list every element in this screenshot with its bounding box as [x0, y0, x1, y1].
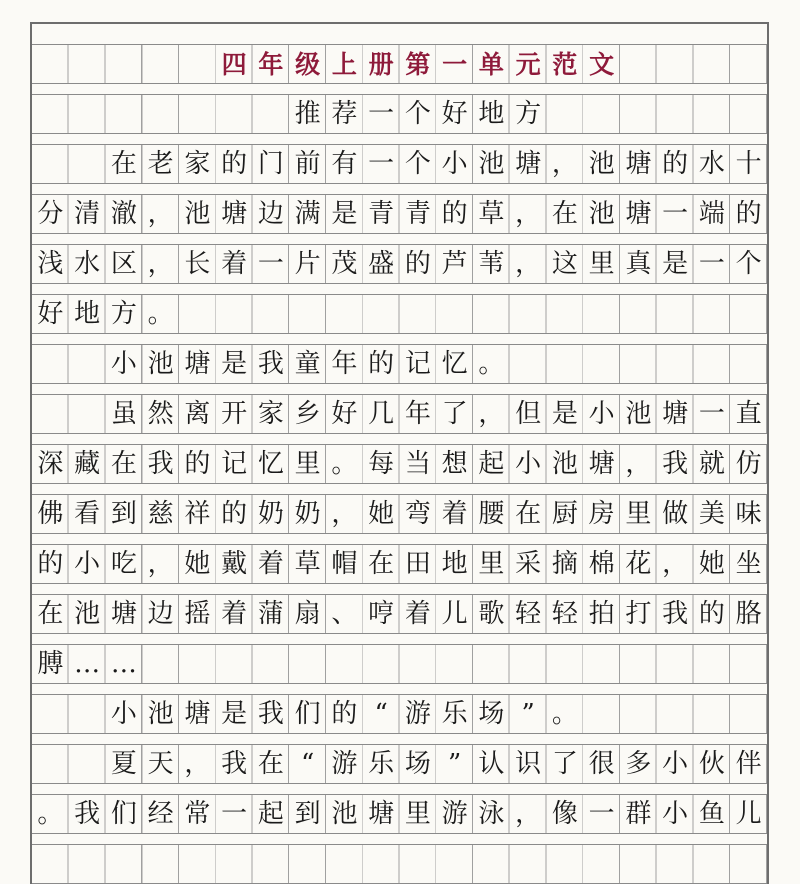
grid-char: 小 — [110, 699, 137, 729]
grid-char: ， — [147, 549, 174, 579]
grid-char: 塘 — [515, 149, 542, 179]
grid-char: 起 — [478, 449, 505, 479]
grid-char: ， — [515, 249, 542, 279]
grid-char: ， — [147, 199, 174, 229]
grid-char: 。 — [551, 699, 578, 729]
grid-char: 奶 — [294, 499, 321, 529]
grid-char: 小 — [441, 149, 468, 179]
grid-char: 仿 — [735, 449, 762, 479]
grid-char: 采 — [515, 549, 542, 579]
grid-char: 元 — [515, 49, 541, 79]
grid-char: 着 — [221, 249, 248, 279]
grid-char: 花 — [625, 549, 652, 579]
grid-char: 在 — [257, 749, 284, 779]
grid-char: 童 — [294, 349, 321, 379]
grid-char: 里 — [588, 249, 615, 279]
essay-line — [32, 444, 767, 484]
grid-char: 做 — [662, 499, 689, 529]
grid-char: 常 — [184, 799, 211, 829]
grid-char: 塘 — [184, 349, 211, 379]
grid-char: 一 — [221, 799, 248, 829]
grid-char: 一 — [588, 799, 615, 829]
grid-char: 家 — [257, 399, 284, 429]
grid-char: 一 — [442, 49, 468, 79]
grid-char: 池 — [588, 149, 615, 179]
grid-char: 棉 — [588, 549, 615, 579]
grid-char: ， — [331, 499, 358, 529]
grid-char: 塘 — [368, 799, 395, 829]
grid-char: 在 — [110, 149, 137, 179]
grid-char: 每 — [368, 449, 395, 479]
grid-char: 长 — [184, 249, 211, 279]
empty-grid-row — [32, 844, 767, 884]
grid-char: 荐 — [331, 99, 358, 129]
grid-char: 哼 — [368, 599, 395, 629]
heading-row — [32, 44, 767, 84]
grid-char: 乐 — [441, 699, 468, 729]
grid-char: 池 — [147, 349, 174, 379]
grid-char: 门 — [257, 149, 284, 179]
grid-char: 的 — [735, 199, 762, 229]
grid-char: 端 — [698, 199, 725, 229]
grid-char: 四 — [221, 49, 247, 79]
grid-char: 腰 — [478, 499, 505, 529]
grid-char: 深 — [37, 449, 64, 479]
grid-char: 。 — [478, 349, 505, 379]
grid-char: ， — [478, 399, 505, 429]
grid-char: 、 — [331, 599, 358, 629]
grid-char: ， — [515, 799, 542, 829]
grid-char: 一 — [662, 199, 689, 229]
grid-char: 我 — [74, 799, 101, 829]
grid-char: 天 — [147, 749, 174, 779]
grid-char: 她 — [368, 499, 395, 529]
grid-char: 塘 — [625, 199, 652, 229]
essay-line — [32, 144, 767, 184]
grid-char: 场 — [404, 749, 431, 779]
grid-char: 在 — [37, 599, 64, 629]
essay-line — [32, 794, 767, 834]
grid-char: 我 — [257, 349, 284, 379]
essay-line — [32, 644, 767, 684]
essay-line — [32, 194, 767, 234]
grid-char: 里 — [478, 549, 505, 579]
grid-char: ， — [551, 149, 578, 179]
grid-char: 乐 — [368, 749, 395, 779]
grid-char: 我 — [257, 699, 284, 729]
grid-char: 澈 — [110, 199, 137, 229]
grid-char: 的 — [37, 549, 64, 579]
grid-char: 上 — [331, 49, 357, 79]
grid-char: ， — [515, 199, 542, 229]
composition-grid-sheet — [30, 22, 769, 884]
grid-char: 册 — [368, 49, 394, 79]
grid-char: 里 — [294, 449, 321, 479]
grid-char: 在 — [515, 499, 542, 529]
grid-char: 蒲 — [257, 599, 284, 629]
grid-char: 坐 — [735, 549, 762, 579]
grid-char: 想 — [441, 449, 468, 479]
grid-char: 开 — [221, 399, 248, 429]
grid-char: 多 — [625, 749, 652, 779]
grid-char: 膊 — [37, 649, 64, 679]
grid-char: 十 — [735, 149, 762, 179]
grid-char: 个 — [404, 99, 431, 129]
grid-char: 了 — [551, 749, 578, 779]
grid-char: 伙 — [698, 749, 725, 779]
grid-char: 小 — [662, 749, 689, 779]
grid-char: 的 — [368, 349, 395, 379]
grid-char: 离 — [184, 399, 211, 429]
grid-char: 记 — [404, 349, 431, 379]
grid-char: 歌 — [478, 599, 505, 629]
grid-char: 在 — [110, 449, 137, 479]
grid-char: 摇 — [184, 599, 211, 629]
grid-char: 池 — [625, 399, 652, 429]
grid-char: 直 — [735, 399, 762, 429]
grid-char: 年 — [258, 49, 284, 79]
grid-char: ” — [447, 749, 462, 779]
grid-char: ， — [184, 749, 211, 779]
grid-char: 方 — [110, 299, 137, 329]
essay-line — [32, 344, 767, 384]
grid-char: 厨 — [551, 499, 578, 529]
grid-char: ” — [521, 699, 535, 729]
grid-char: 就 — [698, 449, 725, 479]
grid-char: … — [110, 649, 137, 679]
essay-line — [32, 294, 767, 334]
grid-char: 个 — [735, 249, 762, 279]
grid-char: 塘 — [662, 399, 689, 429]
grid-char: 是 — [331, 199, 358, 229]
grid-char: 拍 — [588, 599, 615, 629]
grid-char: 草 — [478, 199, 505, 229]
grid-char: 我 — [662, 449, 689, 479]
grid-char: 青 — [368, 199, 395, 229]
grid-char: 忆 — [441, 349, 468, 379]
grid-char: 摘 — [551, 549, 578, 579]
grid-char: 水 — [698, 149, 725, 179]
grid-char: 几 — [368, 399, 395, 429]
essay-line — [32, 544, 767, 584]
essay-line — [32, 694, 767, 734]
grid-char: 好 — [331, 399, 358, 429]
grid-char: 的 — [221, 149, 248, 179]
grid-char: 苇 — [478, 249, 505, 279]
grid-char: 看 — [74, 499, 101, 529]
grid-char: 塘 — [625, 149, 652, 179]
grid-char: 小 — [74, 549, 101, 579]
grid-char: 吃 — [110, 549, 137, 579]
grid-char: 一 — [257, 249, 284, 279]
grid-char: 个 — [404, 149, 431, 179]
grid-char: 帽 — [331, 549, 358, 579]
grid-char: 好 — [37, 299, 64, 329]
grid-char: 但 — [515, 399, 542, 429]
grid-char: 年 — [331, 349, 358, 379]
grid-char: 前 — [294, 149, 321, 179]
grid-char: 片 — [294, 249, 321, 279]
grid-char: 塘 — [221, 199, 248, 229]
grid-char: 戴 — [221, 549, 248, 579]
grid-char: 的 — [221, 499, 248, 529]
grid-char: 一 — [698, 399, 725, 429]
grid-char: 乡 — [294, 399, 321, 429]
grid-char: 推 — [294, 99, 321, 129]
grid-char: 是 — [221, 349, 248, 379]
grid-char: 胳 — [735, 599, 762, 629]
grid-char: 伴 — [735, 749, 762, 779]
grid-char: 年 — [404, 399, 431, 429]
grid-char: 儿 — [735, 799, 762, 829]
grid-char: 方 — [515, 99, 542, 129]
grid-char: 是 — [221, 699, 248, 729]
grid-char: 当 — [404, 449, 431, 479]
grid-char: 识 — [515, 749, 542, 779]
grid-char: 池 — [588, 199, 615, 229]
grid-char: 单 — [478, 49, 504, 79]
grid-char: 然 — [147, 399, 174, 429]
grid-char: 塘 — [588, 449, 615, 479]
grid-char: 边 — [147, 599, 174, 629]
grid-char: 慈 — [147, 499, 174, 529]
grid-char: ， — [662, 549, 689, 579]
grid-char: 在 — [551, 199, 578, 229]
grid-char: 轻 — [551, 599, 578, 629]
grid-char: 很 — [588, 749, 615, 779]
grid-char: 游 — [441, 799, 468, 829]
grid-char: 夏 — [110, 749, 137, 779]
grid-char: 起 — [257, 799, 284, 829]
grid-char: ， — [147, 249, 174, 279]
grid-char: 池 — [147, 699, 174, 729]
grid-char: 游 — [404, 699, 431, 729]
grid-char: 。 — [147, 299, 174, 329]
grid-char: 我 — [221, 749, 248, 779]
grid-char: 到 — [110, 499, 137, 529]
grid-char: 满 — [294, 199, 321, 229]
grid-char: 儿 — [441, 599, 468, 629]
grid-char: 池 — [551, 449, 578, 479]
grid-char: 了 — [441, 399, 468, 429]
grid-char: 我 — [662, 599, 689, 629]
grid-char: 打 — [625, 599, 652, 629]
grid-char: ， — [625, 449, 652, 479]
grid-char: 的 — [662, 149, 689, 179]
grid-char: 鱼 — [698, 799, 725, 829]
grid-char: 田 — [404, 549, 431, 579]
grid-char: 级 — [295, 49, 321, 79]
grid-char: 池 — [478, 149, 505, 179]
grid-char: 水 — [74, 249, 101, 279]
grid-char: 一 — [698, 249, 725, 279]
grid-char: 区 — [110, 249, 137, 279]
grid-char: 她 — [184, 549, 211, 579]
grid-char: 有 — [331, 149, 358, 179]
grid-char: 文 — [589, 49, 615, 79]
grid-char: 地 — [478, 99, 505, 129]
grid-char: 。 — [331, 449, 358, 479]
grid-char: 小 — [588, 399, 615, 429]
grid-char: 像 — [551, 799, 578, 829]
grid-char: 在 — [368, 549, 395, 579]
grid-char: 地 — [74, 299, 101, 329]
grid-char: 泳 — [478, 799, 505, 829]
essay-line — [32, 494, 767, 534]
grid-char: 草 — [294, 549, 321, 579]
grid-char: 里 — [625, 499, 652, 529]
grid-char: 真 — [625, 249, 652, 279]
grid-char: 塘 — [110, 599, 137, 629]
grid-char: 轻 — [515, 599, 542, 629]
grid-char: 游 — [331, 749, 358, 779]
grid-char: 到 — [294, 799, 321, 829]
grid-char: 记 — [221, 449, 248, 479]
grid-char: 池 — [184, 199, 211, 229]
grid-char: 的 — [441, 199, 468, 229]
grid-char: 们 — [294, 699, 321, 729]
grid-char: 边 — [257, 199, 284, 229]
grid-char: 我 — [147, 449, 174, 479]
essay-title-row — [32, 94, 767, 134]
grid-char: 认 — [478, 749, 505, 779]
grid-char: 茂 — [331, 249, 358, 279]
grid-char: 扇 — [294, 599, 321, 629]
grid-char: … — [74, 649, 101, 679]
essay-line — [32, 744, 767, 784]
essay-line — [32, 244, 767, 284]
essay-line — [32, 594, 767, 634]
grid-char: 一 — [368, 99, 395, 129]
grid-char: 弯 — [404, 499, 431, 529]
grid-char: 家 — [184, 149, 211, 179]
grid-char: 里 — [404, 799, 431, 829]
grid-char: 群 — [625, 799, 652, 829]
grid-char: 地 — [441, 549, 468, 579]
grid-char: 青 — [404, 199, 431, 229]
grid-char: 她 — [698, 549, 725, 579]
grid-char: 房 — [588, 499, 615, 529]
grid-char: 小 — [662, 799, 689, 829]
grid-char: 忆 — [257, 449, 284, 479]
grid-char: 虽 — [110, 399, 137, 429]
grid-char: 的 — [404, 249, 431, 279]
grid-char: 塘 — [184, 699, 211, 729]
essay-line — [32, 394, 767, 434]
grid-char: 一 — [368, 149, 395, 179]
grid-char: 藏 — [74, 449, 101, 479]
grid-char: 着 — [404, 599, 431, 629]
grid-char: 味 — [735, 499, 762, 529]
grid-char: 浅 — [37, 249, 64, 279]
grid-char: 们 — [110, 799, 137, 829]
grid-char: 池 — [331, 799, 358, 829]
grid-char: “ — [374, 699, 388, 729]
grid-char: 小 — [110, 349, 137, 379]
grid-char: 池 — [74, 599, 101, 629]
grid-char: “ — [300, 749, 315, 779]
grid-char: 好 — [441, 99, 468, 129]
grid-char: 佛 — [37, 499, 64, 529]
grid-char: 分 — [37, 199, 64, 229]
grid-char: 经 — [147, 799, 174, 829]
grid-char: 。 — [37, 799, 64, 829]
grid-char: 的 — [698, 599, 725, 629]
grid-char: 着 — [257, 549, 284, 579]
grid-char: 的 — [184, 449, 211, 479]
grid-char: 盛 — [368, 249, 395, 279]
grid-char: 着 — [221, 599, 248, 629]
grid-char: 这 — [551, 249, 578, 279]
grid-char: 美 — [698, 499, 725, 529]
grid-char: 是 — [662, 249, 689, 279]
grid-char: 着 — [441, 499, 468, 529]
grid-char: 范 — [552, 49, 578, 79]
grid-char: 清 — [74, 199, 101, 229]
grid-char: 芦 — [441, 249, 468, 279]
grid-char: 小 — [515, 449, 542, 479]
grid-char: 的 — [331, 699, 358, 729]
grid-char: 老 — [147, 149, 174, 179]
grid-char: 祥 — [184, 499, 211, 529]
grid-char: 第 — [405, 49, 431, 79]
grid-char: 奶 — [257, 499, 284, 529]
grid-char: 场 — [478, 699, 505, 729]
grid-char: 是 — [551, 399, 578, 429]
